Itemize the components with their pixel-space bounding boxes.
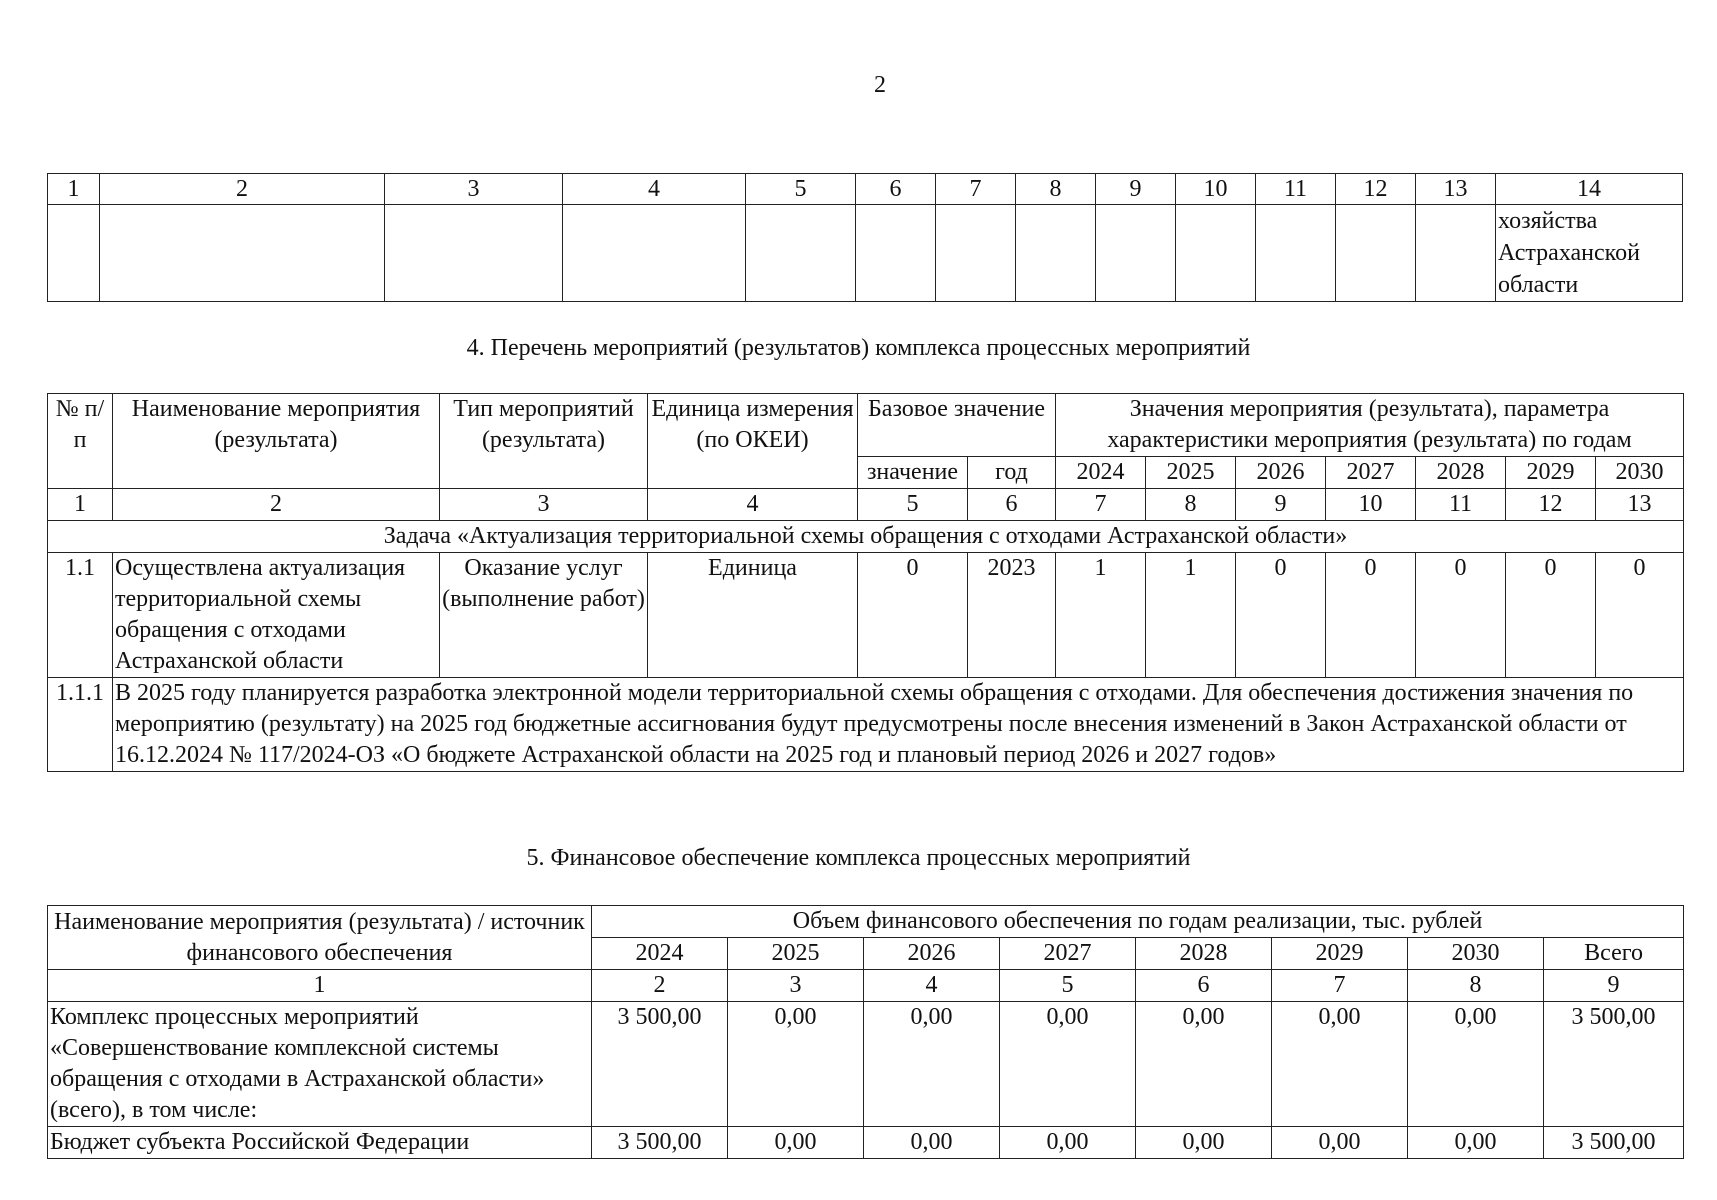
column-number: 6 [1136, 970, 1272, 1002]
column-number: 4 [648, 489, 858, 521]
row-value: 0,00 [728, 1002, 864, 1127]
header-year: 2024 [592, 938, 728, 970]
table-cell: хозяйства Астраханской области [1496, 205, 1683, 302]
header-base-value: значение [858, 457, 968, 489]
column-number: 6 [968, 489, 1056, 521]
row-value: 0,00 [1136, 1002, 1272, 1127]
header-year: 2027 [1000, 938, 1136, 970]
row-unit: Единица [648, 553, 858, 678]
table-row [48, 553, 1684, 678]
continuation-table [47, 173, 1683, 302]
header-type: Тип мероприятий (результата) [440, 394, 648, 489]
row-name: Комплекс процессных мероприятий «Совершенствование комплексной системы обращения с отходами в Астраханской области» (всего), в том числе: [48, 1002, 592, 1127]
column-number: 4 [563, 174, 746, 205]
column-number: 2 [592, 970, 728, 1002]
row-name: Бюджет субъекта Российской Федерации [48, 1127, 592, 1159]
header-base: Базовое значение [858, 394, 1056, 457]
row-type: Оказание услуг (выполнение работ) [440, 553, 648, 678]
row-year-value: 0 [1596, 553, 1684, 678]
header-year: 2028 [1416, 457, 1506, 489]
column-number: 9 [1096, 174, 1176, 205]
measures-table [47, 393, 1684, 772]
column-number: 8 [1146, 489, 1236, 521]
row-year-value: 1 [1146, 553, 1236, 678]
row-num: 1.1 [48, 553, 113, 678]
column-number: 13 [1596, 489, 1684, 521]
column-number-row [48, 174, 1683, 205]
column-number: 2 [113, 489, 440, 521]
column-number: 11 [1416, 489, 1506, 521]
header-name: Наименование мероприятия (результата) [113, 394, 440, 489]
table-cell [48, 205, 100, 302]
header-year: 2025 [1146, 457, 1236, 489]
table-row [48, 1002, 1684, 1127]
column-number: 3 [728, 970, 864, 1002]
table-cell [100, 205, 385, 302]
column-number: 8 [1408, 970, 1544, 1002]
header-row [48, 394, 1684, 457]
table-cell [856, 205, 936, 302]
table-cell [563, 205, 746, 302]
row-value: 0,00 [1408, 1127, 1544, 1159]
header-year: 2025 [728, 938, 864, 970]
column-number: 1 [48, 970, 592, 1002]
column-number: 7 [1056, 489, 1146, 521]
row-name: Осуществлена актуализация территориальной схемы обращения с отходами Астраханской области [113, 553, 440, 678]
section-5-title: 5. Финансовое обеспечение комплекса процессных мероприятий [526, 845, 1191, 871]
column-number: 10 [1176, 174, 1256, 205]
row-value: 0,00 [864, 1127, 1000, 1159]
header-year: 2027 [1326, 457, 1416, 489]
header-year: 2029 [1506, 457, 1596, 489]
header-num: № п/п [48, 394, 113, 489]
table-row [48, 1127, 1684, 1159]
column-number: 10 [1326, 489, 1416, 521]
row-value: 3 500,00 [592, 1002, 728, 1127]
row-value: 0,00 [1000, 1127, 1136, 1159]
row-value: 0,00 [1408, 1002, 1544, 1127]
column-number: 9 [1236, 489, 1326, 521]
column-number-row [48, 489, 1684, 521]
table-cell [1256, 205, 1336, 302]
row-value: 3 500,00 [1544, 1127, 1684, 1159]
column-number: 8 [1016, 174, 1096, 205]
note-row [48, 678, 1684, 772]
row-year-value: 0 [1236, 553, 1326, 678]
table-cell [1416, 205, 1496, 302]
table-cell [746, 205, 856, 302]
column-number: 9 [1544, 970, 1684, 1002]
column-number: 13 [1416, 174, 1496, 205]
column-number: 2 [100, 174, 385, 205]
table-cell [936, 205, 1016, 302]
header-year: 2024 [1056, 457, 1146, 489]
header-total: Всего [1544, 938, 1684, 970]
section-4-title: 4. Перечень мероприятий (результатов) комплекса процессных мероприятий [466, 335, 1251, 361]
column-number: 3 [440, 489, 648, 521]
row-value: 0,00 [1272, 1002, 1408, 1127]
row-value: 0,00 [1136, 1127, 1272, 1159]
row-value: 3 500,00 [1544, 1002, 1684, 1127]
column-number: 12 [1336, 174, 1416, 205]
column-number-row [48, 970, 1684, 1002]
header-year: 2028 [1136, 938, 1272, 970]
header-year: 2026 [1236, 457, 1326, 489]
table-cell [1096, 205, 1176, 302]
row-year-value: 0 [1416, 553, 1506, 678]
column-number: 3 [385, 174, 563, 205]
column-number: 5 [858, 489, 968, 521]
row-year-value: 1 [1056, 553, 1146, 678]
note-num: 1.1.1 [48, 678, 113, 772]
row-value: 0,00 [864, 1002, 1000, 1127]
column-number: 1 [48, 174, 100, 205]
table-cell [385, 205, 563, 302]
task-row [48, 521, 1684, 553]
header-unit: Единица измерения (по ОКЕИ) [648, 394, 858, 489]
column-number: 14 [1496, 174, 1683, 205]
header-values: Значения мероприятия (результата), параметра характеристики мероприятия (результата) по годам [1056, 394, 1684, 457]
row-year-value: 0 [1506, 553, 1596, 678]
row-year-value: 0 [1326, 553, 1416, 678]
header-row [48, 906, 1684, 938]
row-base-value: 0 [858, 553, 968, 678]
row-value: 0,00 [1000, 1002, 1136, 1127]
column-number: 7 [936, 174, 1016, 205]
financing-table [47, 905, 1684, 1159]
header-year: 2029 [1272, 938, 1408, 970]
table-cell [1016, 205, 1096, 302]
header-volume: Объем финансового обеспечения по годам реализации, тыс. рублей [592, 906, 1684, 938]
header-year: 2026 [864, 938, 1000, 970]
row-value: 0,00 [728, 1127, 864, 1159]
table-cell [1336, 205, 1416, 302]
column-number: 6 [856, 174, 936, 205]
table-row [48, 205, 1683, 302]
column-number: 7 [1272, 970, 1408, 1002]
header-name: Наименование мероприятия (результата) / источник финансового обеспечения [48, 906, 592, 970]
header-base-year: год [968, 457, 1056, 489]
header-year: 2030 [1408, 938, 1544, 970]
note-text: В 2025 году планируется разработка электронной модели территориальной схемы обращения с отходами. Для обеспечения достижения значения по мероприятию (результату) на 2025 год бюджетные ассигнования будут предусмотрены после внесения изменений в Закон Астраханской области от 16.12.2024 № 117/2024-ОЗ «О бюджете Астраханской области на 2025 год и плановый период 2026 и 2027 годов» [113, 678, 1684, 772]
column-number: 5 [746, 174, 856, 205]
row-value: 0,00 [1272, 1127, 1408, 1159]
column-number: 4 [864, 970, 1000, 1002]
column-number: 12 [1506, 489, 1596, 521]
header-year: 2030 [1596, 457, 1684, 489]
row-base-year: 2023 [968, 553, 1056, 678]
column-number: 5 [1000, 970, 1136, 1002]
table-cell [1176, 205, 1256, 302]
column-number: 1 [48, 489, 113, 521]
column-number: 11 [1256, 174, 1336, 205]
task-title: Задача «Актуализация территориальной схемы обращения с отходами Астраханской области» [48, 521, 1684, 553]
row-value: 3 500,00 [592, 1127, 728, 1159]
page-number: 2 [874, 72, 886, 98]
